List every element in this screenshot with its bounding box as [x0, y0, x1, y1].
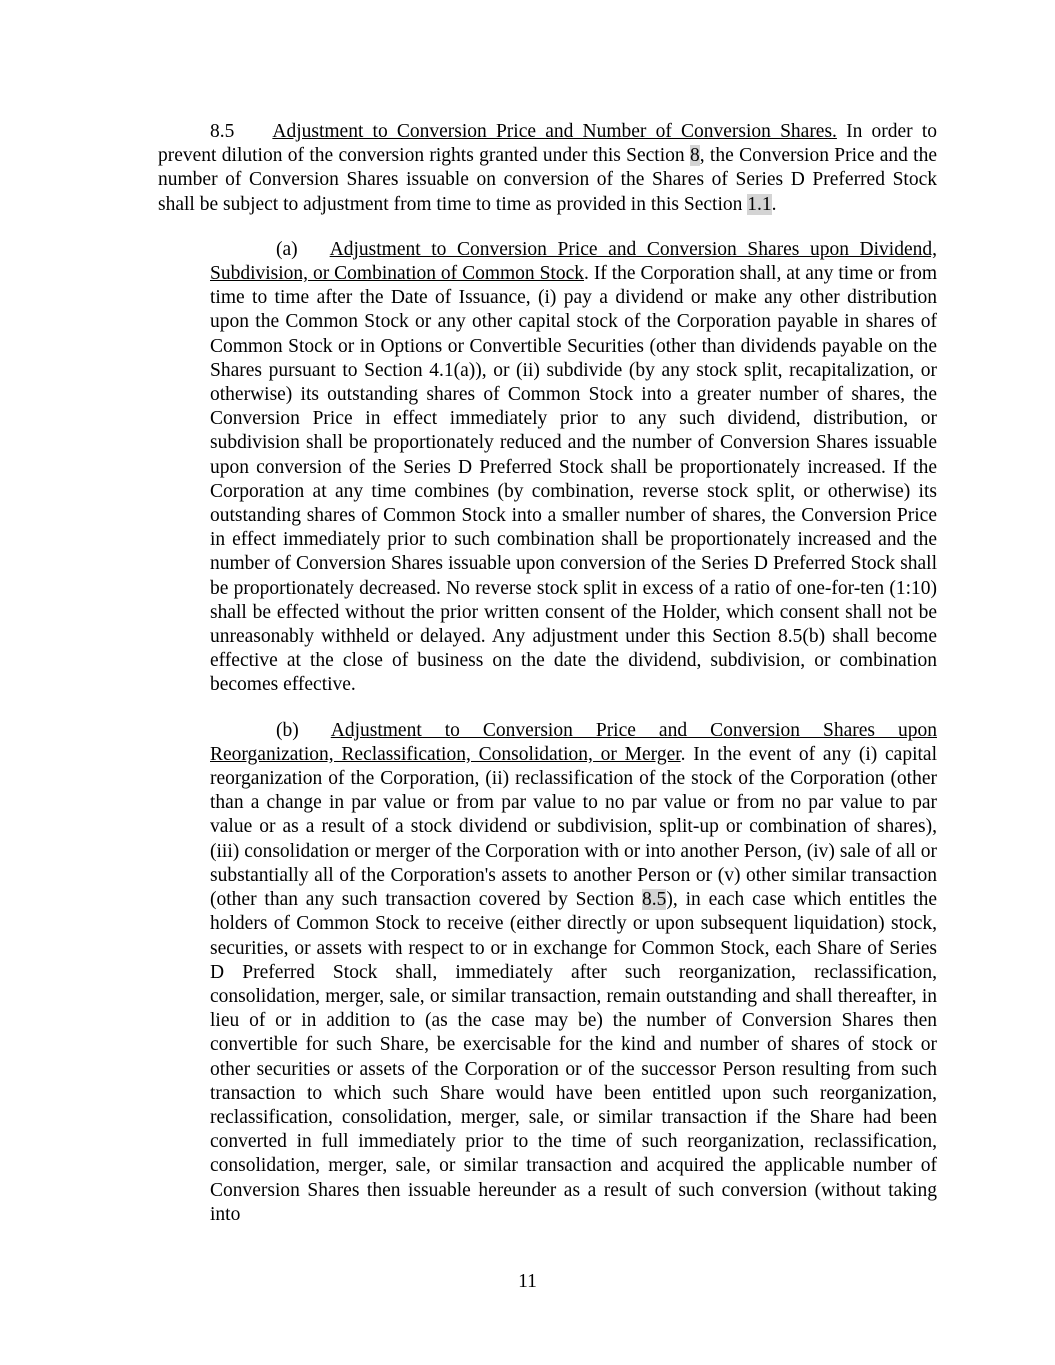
subsection-text-b-part-2: ), in each case which entitles the holders of Common Stock to receive (either directly or upon subsequent liquidation) stock, securities, or assets with respect to or in exchange for Common Stock, each Share of Series D Preferred Stock shall, immediately after such reorganization, reclassification, consolidation, merger, sale, or similar transaction, remain outstanding and shall thereafter, in lieu of or in addition to (as the case may be) the number of Conversion Shares then convertible for such Share, be exercisable for the kind and number of shares of stock or other securities or assets of the Corporation or of the successor Person resulting from such transaction to which such Share would have been entitled upon such reorganization, reclassification, consolidation, merger, sale, or similar transaction if the Share had been converted in full immediately prior to the time of such reorganization, reclassification, consolidation, merger, sale, or similar transaction and acquired the applicable number of Conversion Shares then issuable hereunder as a result of such conversion (without taking into: [210, 889, 938, 1225]
subsection-heading-a: Adjustment to Conversion Price and Conversion Shares upon Dividend, Subdivision, or Combination of Common Stock: [210, 238, 937, 285]
section-heading: Adjustment to Conversion Price and Number of Conversion Shares.: [272, 121, 837, 142]
subsection-text-a: . If the Corporation shall, at any time or from time to time after the Date of Issuance, (i) pay a dividend or make any other distribution upon the Common Stock or any other capital stock of the Corporation payable in shares of Common Stock or in Options or Convertible Securities (other than dividends payable on the Shares pursuant to Section 4.1(a)), or (ii) subdivide (by any stock split, recapitalization, or otherwise) its outstanding shares of Common Stock into a greater number of shares, the Conversion Price in effect immediately prior to any such dividend, distribution, or subdivision shall be proportionately reduced and the number of Conversion Shares issuable upon conversion of the Series D Preferred Stock shall be proportionately increased. If the Corporation at any time combines (by combination, reverse stock split, or otherwise) its outstanding shares of Common Stock into a smaller number of shares, the Conversion Price in effect immediately prior to such combination shall be proportionately increased and the number of Conversion Shares issuable upon conversion of the Series D Preferred Stock shall be proportionately decreased. No reverse stock split in excess of a ratio of one-for-ten (1:10) shall be effected without the prior written consent of the Holder, which consent shall not be unreasonably withheld or delayed. Any adjustment under this Section 8.5(b) shall become effective at the close of business on the date the dividend, subdivision, or combination becomes effective.: [210, 263, 937, 696]
section-number: 8.5: [210, 121, 235, 142]
cross-reference-1-1[interactable]: 1.1: [747, 193, 772, 215]
document-body: [158, 120, 937, 1227]
subsection-b-paragraph: [210, 719, 937, 1227]
cross-reference-8-5[interactable]: 8.5: [642, 889, 667, 911]
section-text-part-3: .: [771, 193, 777, 215]
subsection-text-b-part-1: . In the event of any (i) capital reorganization of the Corporation, (ii) reclassification of the stock of the Corporation (other than a change in par value or from par value to no par value or from no par value to par value or as a result of a stock dividend or subdivision, split-up or combination of shares), (iii) consolidation or merger of the Corporation with or into another Person, (iv) sale of all or substantially all of the Corporation's assets to another Person or (v) other similar transaction (other than any such transaction covered by Section: [210, 743, 937, 911]
page-number: 11: [518, 1271, 537, 1292]
section-text-part-2: , the Conversion Price and the number of Conversion Shares issuable on conversion of the Shares of Series D Preferred Stock shall be subject to adjustment from time to time as provided in this Section: [158, 145, 937, 215]
subsection-heading-b: Adjustment to Conversion Price and Conversion Shares upon Reorganization, Reclassification, Consolidation, or Merger: [210, 719, 937, 765]
subsection-label-b: (b): [276, 719, 299, 741]
subsection-label-a: (a): [276, 238, 298, 260]
section-8-5-paragraph: [158, 120, 937, 217]
section-text-part-1: In order to prevent dilution of the conversion rights granted under this Section: [158, 121, 937, 167]
subsection-a-paragraph: [210, 238, 937, 698]
cross-reference-8[interactable]: 8: [689, 145, 700, 167]
